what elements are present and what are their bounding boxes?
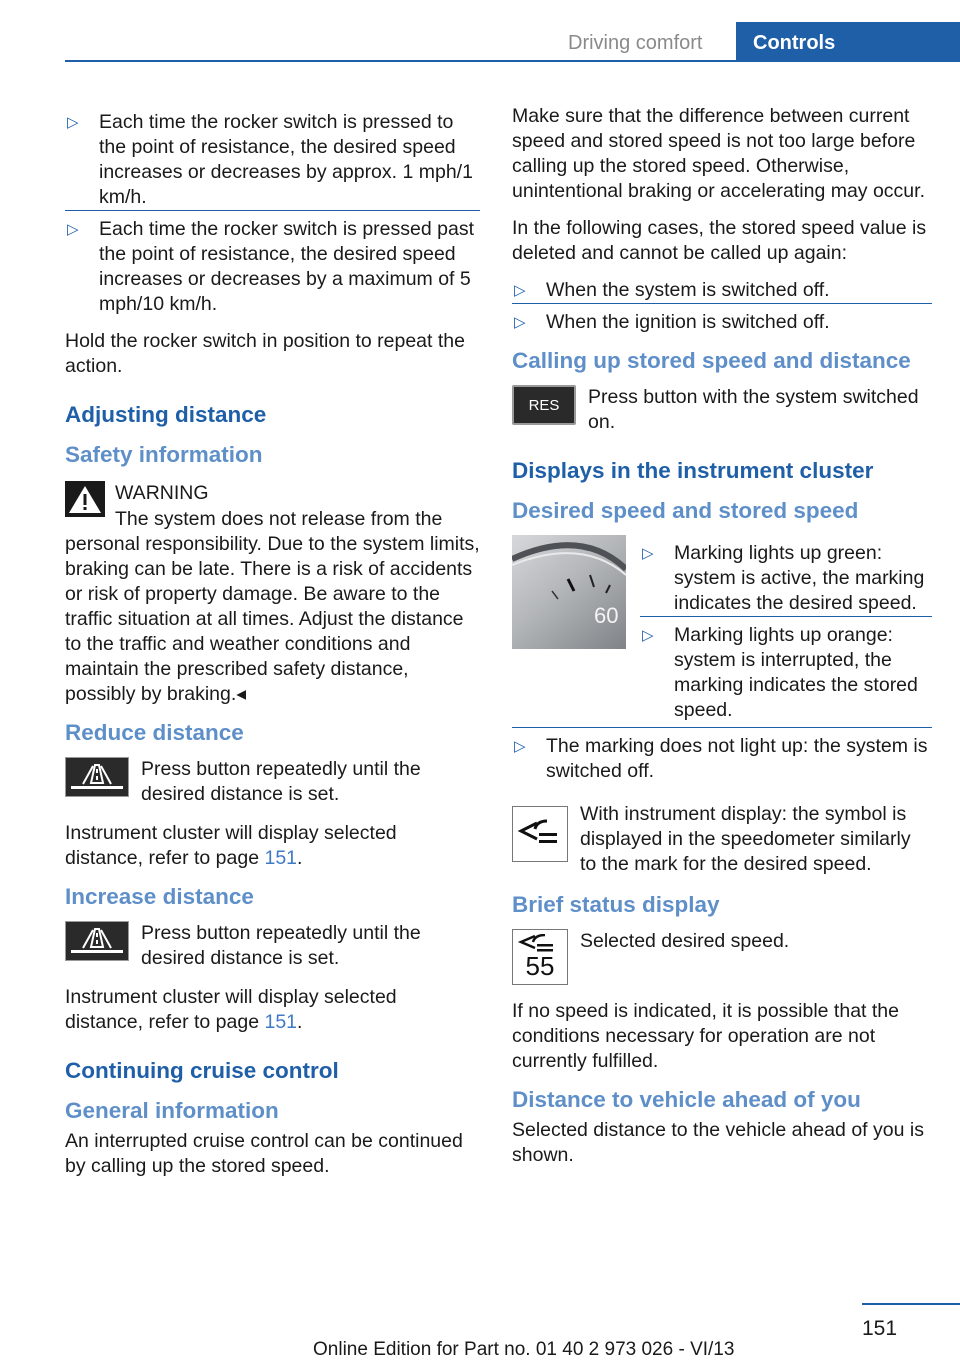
reduce-cluster-paragraph: Instrument cluster will display selected distance, refer to page 151. [65, 822, 397, 869]
triangle-bullet-icon: ▷ [67, 114, 79, 131]
make-sure-paragraph: Make sure that the difference between current speed and stored speed is not too large before calling up the stored speed. Otherwise, unintentional braking or accelerating may occur. [512, 105, 925, 202]
cruise-symbol-image [512, 806, 568, 862]
heading-adjusting-distance: Adjusting distance [65, 402, 267, 427]
brief-speed-number: 55 [525, 951, 555, 981]
distance-button-icon [65, 921, 129, 968]
list-item: ▷ Each time the rocker switch is pressed to the point of resistance, the desired speed increases or decreases by approx. 1 mph/1 km/h. [67, 111, 473, 208]
triangle-bullet-icon: ▷ [67, 221, 79, 238]
increase-cluster-paragraph: Instrument cluster will display selected distance, refer to page 151. [65, 986, 397, 1033]
heading-distance-to-vehicle: Distance to vehicle ahead of you [512, 1087, 861, 1112]
heading-continuing-cruise-control: Continuing cruise control [65, 1058, 339, 1083]
brief-status-image [512, 929, 568, 985]
triangle-bullet-icon: ▷ [514, 314, 526, 331]
marking-bullet-list [640, 535, 932, 723]
header-rule [65, 60, 960, 62]
no-speed-paragraph: If no speed is indicated, it is possible that the conditions necessary for operation are not currently fulfilled. [512, 1000, 899, 1072]
list-item: ▷ Each time the rocker switch is pressed past the point of resistance, the desired speed increases or decreases by a maximum of 5 mph/10 km/h. [65, 210, 480, 317]
heading-reduce-distance: Reduce distance [65, 720, 244, 745]
triangle-bullet-icon: ▷ [514, 282, 526, 299]
brief-status-description: Selected desired speed. [580, 930, 790, 952]
right-column [512, 104, 932, 1168]
list-item: ▷ When the system is switched off. [514, 279, 830, 301]
res-button-icon [512, 385, 576, 425]
increase-distance-row [65, 921, 480, 971]
heading-safety-information: Safety information [65, 442, 263, 467]
footer-rule [862, 1303, 960, 1305]
res-key-label: RES [512, 385, 576, 425]
edition-footer: Online Edition for Part no. 01 40 2 973 026 - VI/13 [313, 1339, 735, 1360]
reduce-distance-row [65, 757, 480, 807]
left-column [65, 104, 480, 1179]
marking-off-list [512, 727, 932, 784]
cruise-symbol-description: With instrument display: the symbol is displayed in the speedometer similarly to the mark for the desired speed. [580, 803, 911, 875]
heading-general-information: General information [65, 1098, 279, 1123]
gauge-speed-number: 60 [594, 603, 619, 628]
list-item: ▷ When the ignition is switched off. [512, 303, 932, 335]
brief-status-icon [512, 929, 568, 985]
speedometer-image [512, 535, 626, 649]
header-tab-controls: Controls [736, 22, 960, 62]
heading-desired-speed: Desired speed and stored speed [512, 498, 859, 523]
page-reference-link[interactable]: 151 [264, 847, 298, 869]
warning-first-line: The system does not release from the [115, 508, 443, 530]
warning-text: personal responsibility. Due to the system limits, braking can be late. There is a risk of accidents or risk of property damage. Be aware to the traffic situation at all times. Adjust the distance to the traffic and weather conditions and maintain the prescribed safety distance, possibly by braking.◂ [65, 533, 480, 705]
general-information-paragraph: An interrupted cruise control can be continued by calling up the stored speed. [65, 1130, 463, 1177]
cruise-symbol-row [512, 802, 932, 877]
heading-increase-distance: Increase distance [65, 884, 254, 909]
header-section-title: Driving comfort [568, 32, 703, 54]
res-instruction: Press button with the system switched on. [588, 386, 919, 433]
deleted-cases-list [512, 272, 932, 335]
triangle-bullet-icon: ▷ [514, 738, 526, 755]
heading-displays-instrument-cluster: Displays in the instrument cluster [512, 458, 874, 483]
following-cases-paragraph: In the following cases, the stored speed value is deleted and cannot be called up again: [512, 217, 927, 264]
warning-block [65, 479, 480, 707]
triangle-bullet-icon: ▷ [642, 545, 654, 562]
heading-calling-up-stored-speed: Calling up stored speed and distance [512, 348, 911, 373]
page-number: 151 [862, 1317, 898, 1340]
res-button-row [512, 385, 932, 435]
heading-brief-status-display: Brief status display [512, 892, 720, 917]
brief-status-row [512, 929, 932, 985]
page-reference-link[interactable]: 151 [264, 1011, 298, 1033]
warning-triangle-icon [65, 481, 105, 524]
list-item: ▷ Marking lights up orange: system is interrupted, the marking indicates the stored speed. [640, 616, 932, 723]
distance-button-icon [65, 757, 129, 804]
speedometer-gauge [512, 535, 626, 649]
cruise-control-symbol-icon [512, 806, 568, 862]
increase-distance-instruction: Press button repeatedly until the desired distance is set. [141, 922, 421, 969]
list-item: ▷ Marking lights up green: system is active, the marking indicates the desired speed. [642, 542, 925, 614]
reduce-distance-instruction: Press button repeatedly until the desired distance is set. [141, 758, 421, 805]
speedometer-marking-row [512, 535, 932, 723]
list-item: ▷ The marking does not light up: the system is switched off. [514, 735, 928, 782]
triangle-bullet-icon: ▷ [642, 627, 654, 644]
distance-paragraph: Selected distance to the vehicle ahead of you is shown. [512, 1119, 924, 1166]
warning-title: WARNING [115, 482, 209, 504]
rocker-bullet-list [65, 104, 480, 317]
hold-paragraph: Hold the rocker switch in position to repeat the action. [65, 330, 465, 377]
